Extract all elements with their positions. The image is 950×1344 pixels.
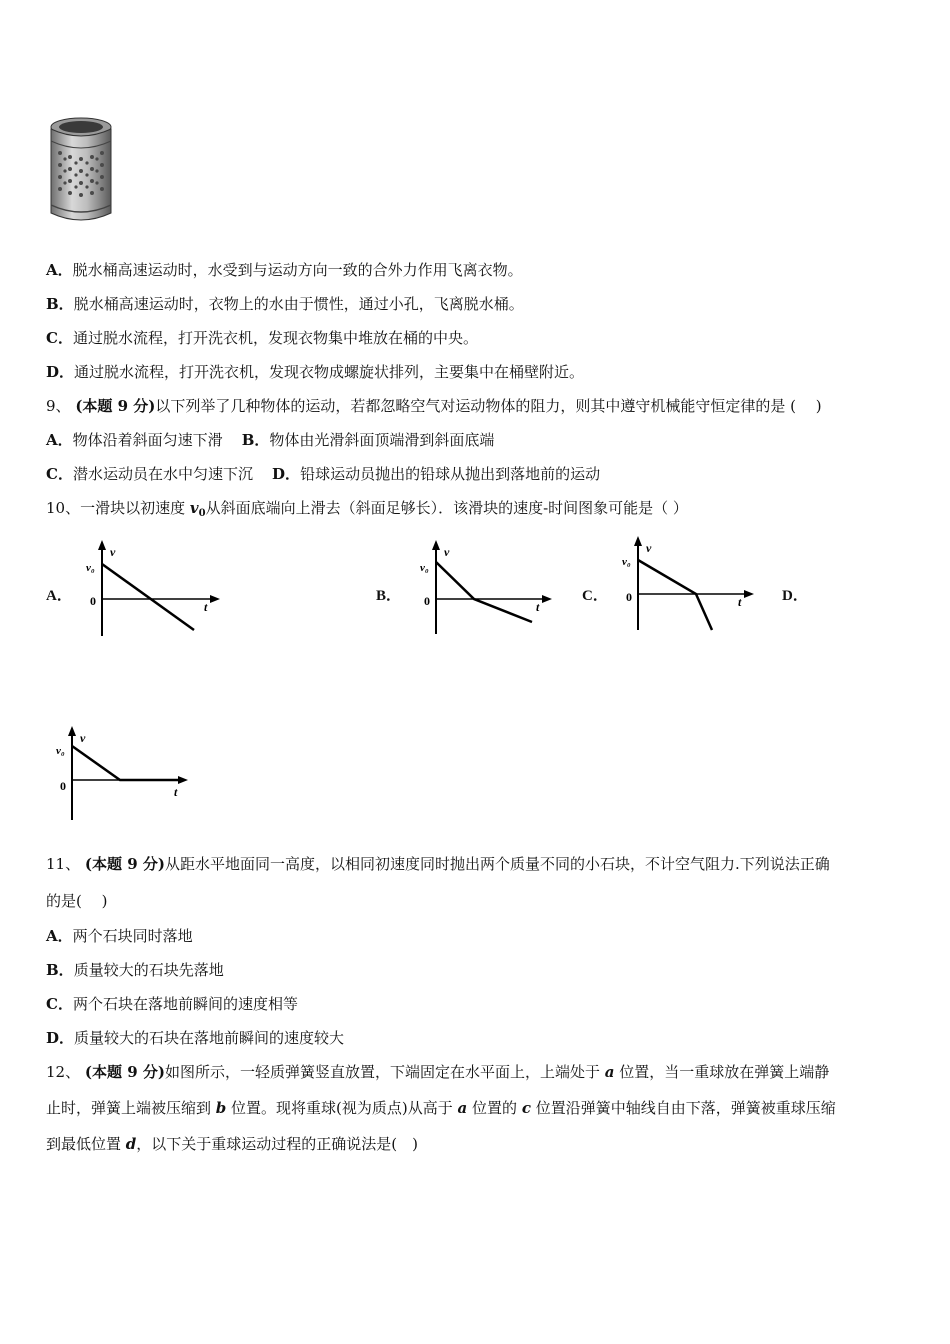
graph-a-curve — [102, 564, 194, 630]
q12-var-a: a — [457, 1099, 468, 1117]
q8-option-c-letter: C． — [46, 329, 73, 347]
graph-c-v-arrow-icon — [634, 536, 642, 546]
q12-text: 位置。现将重球(视为质点)从高于 — [226, 1099, 458, 1117]
q11-option-b-letter: B． — [46, 961, 74, 979]
q9-option-d-text: 铅球运动员抛出的铅球从抛出到落地前的运动 — [300, 465, 601, 483]
graph-d-v-arrow-icon — [68, 726, 76, 736]
graph-c-v-label: v — [646, 541, 652, 555]
q9-option-c-letter: C． — [46, 465, 73, 483]
graph-b-v-label: v — [444, 545, 450, 559]
graph-d-v-label: v — [80, 731, 86, 745]
q11-stem-text1: 从距水平地面同一高度，以相同初速度同时抛出两个质量不同的小石块，不计空气阻力.下列说法正确 — [164, 855, 830, 873]
q12-var-b: b — [215, 1099, 227, 1117]
q10-option-c-letter: C． — [582, 588, 608, 604]
graph-a-v-label: v — [110, 545, 116, 559]
graph-a-t-label: t — [204, 600, 208, 614]
q11-option-d-letter: D． — [46, 1029, 75, 1047]
q10-graph-c — [622, 534, 762, 634]
q8-option-c — [46, 328, 478, 348]
q9-stem — [46, 396, 822, 416]
q11-number: 11、 — [46, 855, 81, 873]
q8-option-a-text: 脱水桶高速运动时，水受到与运动方向一致的合外力作用飞离衣物。 — [72, 261, 523, 279]
graph-b-curve — [436, 562, 532, 622]
q9-options-row2 — [46, 464, 600, 484]
q12-text: 到最低位置 — [46, 1135, 126, 1153]
q8-option-b — [46, 294, 524, 314]
q9-option-b-letter: B． — [241, 431, 270, 449]
q11-option-d-text: 质量较大的石块在落地前瞬间的速度较大 — [74, 1029, 345, 1047]
q10-option-a-letter: A． — [46, 588, 72, 604]
q12-stem-line1 — [46, 1062, 829, 1082]
q10-stem — [46, 498, 688, 524]
q9-options-row1 — [46, 430, 494, 450]
q8-option-d — [46, 362, 584, 382]
q11-option-b — [46, 960, 224, 980]
q11-option-a — [46, 926, 193, 946]
q9-option-d-letter: D． — [272, 465, 301, 483]
q10-option-d-letter: D． — [782, 588, 808, 604]
graph-b-v0-label: v₀ — [420, 562, 429, 574]
q8-option-a-letter: A． — [46, 261, 73, 279]
q11-option-d — [46, 1028, 344, 1048]
graph-c-v0-label: v₀ — [622, 556, 631, 568]
q11-stem-text2: 的是( ) — [46, 892, 108, 910]
q8-option-d-letter: D． — [46, 363, 75, 381]
graph-b-t-label: t — [536, 600, 540, 614]
q11-option-a-letter: A． — [46, 927, 73, 945]
q11-option-c-text: 两个石块在落地前瞬间的速度相等 — [72, 995, 298, 1013]
q11-stem-line1 — [46, 854, 830, 874]
q12-text: 位置沿弹簧中轴线自由下落，弹簧被重球压缩 — [530, 1099, 836, 1117]
q10-graph-b — [418, 538, 558, 638]
graph-c-t-label: t — [738, 595, 742, 609]
q9-option-a-letter: A． — [46, 431, 73, 449]
dryer-drum-image — [46, 115, 116, 227]
graph-d-v0-label: v₀ — [56, 745, 65, 757]
q10-stem-post: 从斜面底端向上滑去（斜面足够长）．该滑块的速度-时间图象可能是（ ） — [205, 499, 688, 517]
q8-option-d-text: 通过脱水流程，打开洗衣机，发现衣物成螺旋状排列，主要集中在桶壁附近。 — [74, 363, 585, 381]
q8-option-c-text: 通过脱水流程，打开洗衣机，发现衣物集中堆放在桶的中央。 — [72, 329, 478, 347]
q8-option-b-letter: B． — [46, 295, 74, 313]
graph-a-zero-label: 0 — [90, 594, 96, 608]
q10-number: 10、 — [46, 499, 81, 517]
graph-b-t-arrow-icon — [542, 595, 552, 603]
graph-b-v-arrow-icon — [432, 540, 440, 550]
q10-option-b-letter: B． — [376, 588, 402, 604]
graph-d-zero-label: 0 — [60, 779, 66, 793]
q11-option-b-text: 质量较大的石块先落地 — [73, 961, 224, 979]
q11-option-c — [46, 994, 298, 1014]
q11-option-c-letter: C． — [46, 995, 73, 1013]
q12-text: ，以下关于重球运动过程的正确说法是( ) — [136, 1135, 418, 1153]
graph-c-curve — [638, 560, 712, 630]
q8-option-b-text: 脱水桶高速运动时，衣物上的水由于惯性，通过小孔，飞离脱水桶。 — [73, 295, 524, 313]
q11-tag: (本题 9 分) — [84, 855, 165, 873]
graph-c-zero-label: 0 — [626, 590, 632, 604]
q10-graph-d — [54, 724, 194, 824]
q9-tag: (本题 9 分) — [75, 397, 156, 415]
q12-var-d: d — [125, 1135, 137, 1153]
q11-option-a-text: 两个石块同时落地 — [72, 927, 193, 945]
graph-c-t-arrow-icon — [744, 590, 754, 598]
graph-b-zero-label: 0 — [424, 594, 430, 608]
q9-option-a-text: 物体沿着斜面匀速下滑 — [72, 431, 223, 449]
graph-d-curve — [72, 746, 180, 780]
q10-stem-pre: 一滑块以初速度 — [80, 499, 190, 517]
q12-number: 12、 — [46, 1063, 81, 1081]
q9-number: 9、 — [46, 397, 71, 415]
q10-graph-a — [84, 538, 224, 638]
q12-text: 位置的 — [467, 1099, 522, 1117]
graph-a-t-arrow-icon — [210, 595, 220, 603]
q9-option-c-text: 潜水运动员在水中匀速下沉 — [72, 465, 253, 483]
q12-text: 位置，当一重球放在弹簧上端静 — [614, 1063, 830, 1081]
q12-stem-line3 — [46, 1134, 418, 1154]
q11-stem-line2 — [46, 891, 107, 911]
q12-var-c: c — [521, 1099, 531, 1117]
q8-option-a — [46, 260, 523, 280]
q9-option-b-text: 物体由光滑斜面顶端滑到斜面底端 — [269, 431, 495, 449]
q10-v0-symbol: $v_0$ — [189, 499, 206, 519]
graph-d-t-label: t — [174, 785, 178, 799]
q12-text: 如图所示，一轻质弹簧竖直放置，下端固定在水平面上，上端处于 — [164, 1063, 605, 1081]
q12-text: 止时，弹簧上端被压缩到 — [46, 1099, 216, 1117]
q12-var-a: a — [604, 1063, 615, 1081]
q12-tag: (本题 9 分) — [84, 1063, 165, 1081]
graph-a-v-arrow-icon — [98, 540, 106, 550]
graph-a-v0-label: v₀ — [86, 562, 95, 574]
q9-stem-text: 以下列举了几种物体的运动，若都忽略空气对运动物体的阻力，则其中遵守机械能守恒定律的是 ( ) — [155, 397, 822, 415]
q12-stem-line2 — [46, 1098, 836, 1118]
